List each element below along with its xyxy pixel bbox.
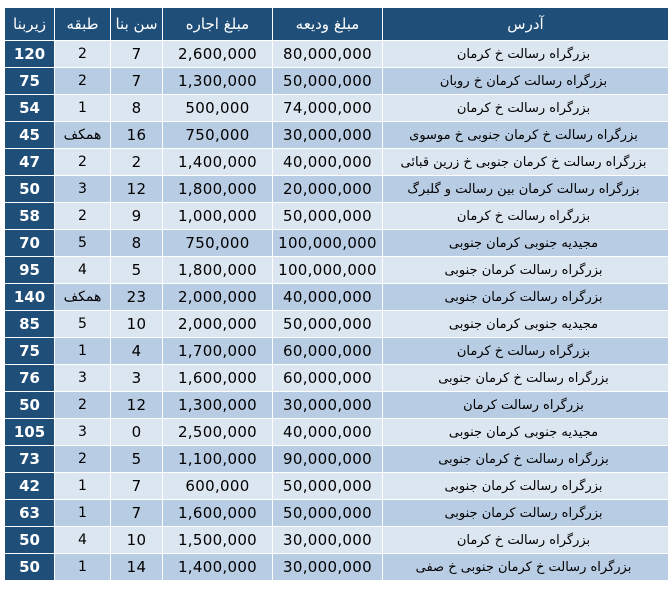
cell-age: 12: [111, 392, 163, 419]
cell-address: مجیدیه جنوبی کرمان جنوبی: [383, 311, 669, 338]
cell-floor: 3: [55, 419, 111, 446]
table-row: [5, 122, 669, 149]
cell-deposit: 100,000,000: [273, 257, 383, 284]
cell-floor: همکف: [55, 122, 111, 149]
cell-address: مجیدیه جنوبی کرمان جنوبی: [383, 419, 669, 446]
cell-address: بزرگراه رسالت خ کرمان جنوبی خ موسوی: [383, 122, 669, 149]
cell-rent: 1,800,000: [163, 257, 273, 284]
cell-age: 7: [111, 500, 163, 527]
header-area: زیربنا: [5, 8, 55, 41]
table-row: [5, 500, 669, 527]
cell-rent: 500,000: [163, 95, 273, 122]
cell-address: بزرگراه رسالت خ کرمان جنوبی خ صفی: [383, 554, 669, 581]
table-row: [5, 95, 669, 122]
table-row: [5, 149, 669, 176]
cell-deposit: 74,000,000: [273, 95, 383, 122]
cell-area: 45: [5, 122, 55, 149]
cell-deposit: 40,000,000: [273, 419, 383, 446]
table-row: [5, 554, 669, 581]
table-row: [5, 284, 669, 311]
table-row: [5, 338, 669, 365]
cell-address: بزرگراه رسالت کرمان جنوبی: [383, 473, 669, 500]
cell-rent: 750,000: [163, 230, 273, 257]
header-floor: طبقه: [55, 8, 111, 41]
cell-area: 73: [5, 446, 55, 473]
header-deposit: مبلغ ودیعه: [273, 8, 383, 41]
cell-rent: 1,600,000: [163, 365, 273, 392]
cell-address: بزرگراه رسالت کرمان بین رسالت و گلبرگ: [383, 176, 669, 203]
cell-address: بزرگراه رسالت خ کرمان: [383, 527, 669, 554]
cell-floor: 1: [55, 500, 111, 527]
cell-rent: 2,000,000: [163, 311, 273, 338]
cell-area: 105: [5, 419, 55, 446]
cell-floor: 2: [55, 446, 111, 473]
cell-floor: 3: [55, 365, 111, 392]
cell-age: 7: [111, 68, 163, 95]
table-row: [5, 473, 669, 500]
cell-address: بزرگراه رسالت خ کرمان جنوبی: [383, 446, 669, 473]
cell-age: 8: [111, 95, 163, 122]
cell-address: بزرگراه رسالت خ کرمان: [383, 338, 669, 365]
cell-area: 76: [5, 365, 55, 392]
cell-rent: 1,100,000: [163, 446, 273, 473]
table-body: [5, 41, 669, 581]
cell-floor: 1: [55, 95, 111, 122]
cell-age: 16: [111, 122, 163, 149]
cell-age: 5: [111, 257, 163, 284]
table-row: [5, 41, 669, 68]
cell-area: 63: [5, 500, 55, 527]
cell-rent: 1,700,000: [163, 338, 273, 365]
cell-address: بزرگراه رسالت خ کرمان: [383, 203, 669, 230]
cell-floor: 5: [55, 230, 111, 257]
cell-floor: 4: [55, 257, 111, 284]
cell-area: 58: [5, 203, 55, 230]
cell-area: 95: [5, 257, 55, 284]
cell-age: 0: [111, 419, 163, 446]
cell-address: بزرگراه رسالت کرمان خ روبان: [383, 68, 669, 95]
cell-floor: 2: [55, 41, 111, 68]
table-row: [5, 527, 669, 554]
table-row: [5, 446, 669, 473]
cell-age: 7: [111, 41, 163, 68]
cell-rent: 2,000,000: [163, 284, 273, 311]
listing-table-container: [4, 7, 668, 581]
cell-floor: 2: [55, 203, 111, 230]
cell-area: 50: [5, 176, 55, 203]
cell-age: 4: [111, 338, 163, 365]
cell-area: 54: [5, 95, 55, 122]
cell-deposit: 50,000,000: [273, 500, 383, 527]
cell-deposit: 30,000,000: [273, 392, 383, 419]
cell-address: بزرگراه رسالت کرمان جنوبی: [383, 284, 669, 311]
cell-area: 42: [5, 473, 55, 500]
cell-floor: 3: [55, 176, 111, 203]
cell-area: 47: [5, 149, 55, 176]
rental-listings-table: [4, 7, 669, 581]
cell-address: مجیدیه جنوبی کرمان جنوبی: [383, 230, 669, 257]
cell-deposit: 50,000,000: [273, 473, 383, 500]
cell-address: بزرگراه رسالت کرمان جنوبی: [383, 257, 669, 284]
cell-rent: 1,000,000: [163, 203, 273, 230]
header-rent: مبلغ اجاره: [163, 8, 273, 41]
header-address: آدرس: [383, 8, 669, 41]
cell-address: بزرگراه رسالت خ کرمان: [383, 95, 669, 122]
cell-area: 70: [5, 230, 55, 257]
cell-deposit: 90,000,000: [273, 446, 383, 473]
table-row: [5, 392, 669, 419]
cell-rent: 1,800,000: [163, 176, 273, 203]
table-row: [5, 311, 669, 338]
header-age: سن بنا: [111, 8, 163, 41]
cell-age: 2: [111, 149, 163, 176]
cell-rent: 2,600,000: [163, 41, 273, 68]
cell-floor: 2: [55, 68, 111, 95]
table-row: [5, 203, 669, 230]
cell-age: 3: [111, 365, 163, 392]
cell-address: بزرگراه رسالت خ کرمان جنوبی: [383, 365, 669, 392]
table-row: [5, 230, 669, 257]
table-row: [5, 68, 669, 95]
cell-address: بزرگراه رسالت خ کرمان جنوبی خ زرین قبائی: [383, 149, 669, 176]
cell-rent: 600,000: [163, 473, 273, 500]
cell-rent: 750,000: [163, 122, 273, 149]
cell-age: 5: [111, 446, 163, 473]
cell-floor: 5: [55, 311, 111, 338]
cell-age: 10: [111, 311, 163, 338]
cell-floor: 1: [55, 473, 111, 500]
cell-area: 85: [5, 311, 55, 338]
cell-age: 23: [111, 284, 163, 311]
cell-rent: 1,300,000: [163, 392, 273, 419]
table-row: [5, 257, 669, 284]
cell-age: 9: [111, 203, 163, 230]
cell-floor: 2: [55, 149, 111, 176]
cell-deposit: 50,000,000: [273, 68, 383, 95]
cell-address: بزرگراه رسالت کرمان: [383, 392, 669, 419]
cell-area: 50: [5, 554, 55, 581]
cell-age: 7: [111, 473, 163, 500]
cell-age: 12: [111, 176, 163, 203]
cell-area: 120: [5, 41, 55, 68]
cell-age: 8: [111, 230, 163, 257]
cell-area: 75: [5, 68, 55, 95]
cell-deposit: 60,000,000: [273, 365, 383, 392]
cell-rent: 2,500,000: [163, 419, 273, 446]
table-row: [5, 176, 669, 203]
cell-deposit: 20,000,000: [273, 176, 383, 203]
cell-area: 50: [5, 527, 55, 554]
cell-floor: 4: [55, 527, 111, 554]
cell-rent: 1,400,000: [163, 149, 273, 176]
table-header-row: [5, 8, 669, 41]
cell-age: 10: [111, 527, 163, 554]
cell-deposit: 30,000,000: [273, 122, 383, 149]
cell-address: بزرگراه رسالت کرمان جنوبی: [383, 500, 669, 527]
cell-age: 14: [111, 554, 163, 581]
cell-rent: 1,500,000: [163, 527, 273, 554]
cell-address: بزرگراه رسالت خ کرمان: [383, 41, 669, 68]
cell-area: 140: [5, 284, 55, 311]
cell-floor: 1: [55, 338, 111, 365]
cell-deposit: 50,000,000: [273, 311, 383, 338]
cell-rent: 1,400,000: [163, 554, 273, 581]
cell-deposit: 40,000,000: [273, 149, 383, 176]
table-row: [5, 365, 669, 392]
cell-floor: همکف: [55, 284, 111, 311]
cell-deposit: 40,000,000: [273, 284, 383, 311]
cell-rent: 1,300,000: [163, 68, 273, 95]
cell-floor: 2: [55, 392, 111, 419]
table-row: [5, 419, 669, 446]
cell-area: 75: [5, 338, 55, 365]
cell-area: 50: [5, 392, 55, 419]
cell-floor: 1: [55, 554, 111, 581]
cell-deposit: 100,000,000: [273, 230, 383, 257]
cell-deposit: 80,000,000: [273, 41, 383, 68]
cell-deposit: 50,000,000: [273, 203, 383, 230]
cell-deposit: 60,000,000: [273, 338, 383, 365]
cell-rent: 1,600,000: [163, 500, 273, 527]
cell-deposit: 30,000,000: [273, 554, 383, 581]
cell-deposit: 30,000,000: [273, 527, 383, 554]
